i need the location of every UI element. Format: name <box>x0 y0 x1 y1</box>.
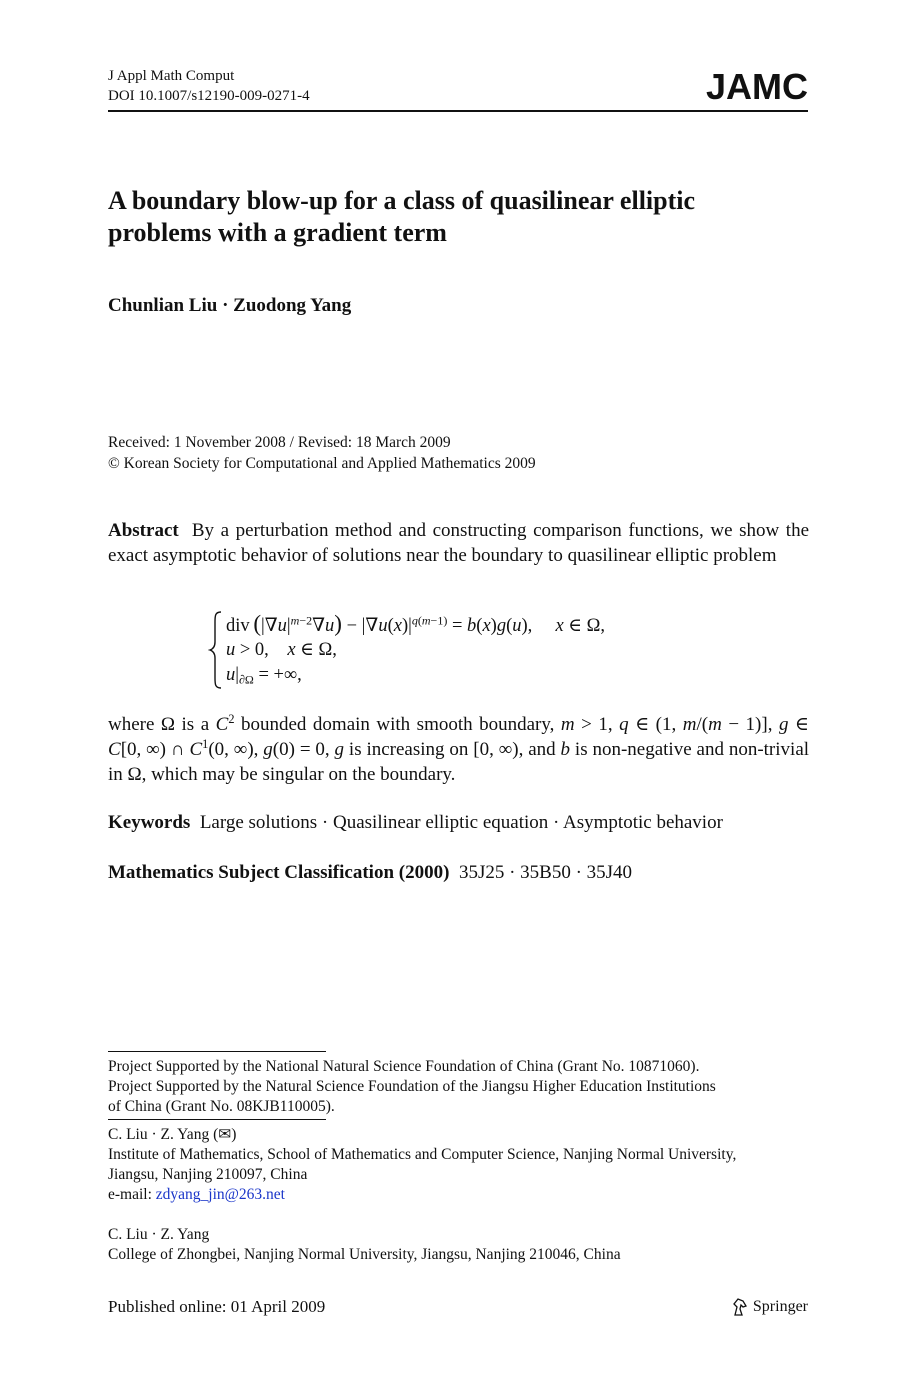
abstract <box>108 518 809 568</box>
footnote-rule <box>108 1051 326 1052</box>
affiliation-1 <box>108 1125 808 1205</box>
footnote-rule-2 <box>108 1119 326 1120</box>
published-online: Published online: 01 April 2009 <box>108 1297 326 1316</box>
received-dates: Received: 1 November 2008 / Revised: 18 March 2009 <box>108 434 451 451</box>
affiliation-2-line-1: College of Zhongbei, Nanjing Normal University, Jiangsu, Nanjing 210046, China <box>108 1246 621 1263</box>
msc-label: Mathematics Subject Classification (2000) <box>108 862 450 883</box>
email-link[interactable]: zdyang_jin@263.net <box>155 1186 285 1203</box>
abstract-conditions: where Ω is a $C^2$ bounded domain with smooth boundary, m > 1, q ∈ (1, m/(m − 1)], g ∈ C[0, ∞) ∩ $C^1(0$, ∞), g(0) = 0, g is increasing on [0, ∞), and b is non-negative and non-trivial in Ω, which may be singular on the boundary. <box>108 712 810 785</box>
equation-line-2: u > 0, x ∈ Ω, <box>226 640 337 660</box>
affiliation-1-line-1: Institute of Mathematics, School of Mathematics and Computer Science, Nanjing Normal University, <box>108 1146 737 1163</box>
abstract-label: Abstract <box>108 520 179 541</box>
email-line <box>108 1185 808 1205</box>
affiliation-1-names: C. Liu · Z. Yang (✉) <box>108 1126 237 1143</box>
header-rule <box>108 110 808 112</box>
journal-header <box>108 66 310 106</box>
footnote-grants <box>108 1057 808 1117</box>
paper-title <box>108 185 808 249</box>
keywords-text: Large solutions · Quasilinear elliptic equation · Asymptotic behavior <box>199 812 723 833</box>
copyright: © Korean Society for Computational and Applied Mathematics 2009 <box>108 454 536 472</box>
doi: DOI 10.1007/s12190-009-0271-4 <box>108 88 310 104</box>
grant-2-line-1: Project Supported by the Natural Science Foundation of the Jiangsu Higher Education Institutions <box>108 1078 716 1095</box>
msc <box>108 862 632 884</box>
publisher-name: Springer <box>752 1298 808 1315</box>
journal-logo: JAMC <box>705 66 808 107</box>
keywords-label: Keywords <box>108 812 191 833</box>
equation-system <box>208 610 728 690</box>
msc-codes: 35J25 · 35B50 · 35J40 <box>458 862 633 883</box>
title-line-1: A boundary blow-up for a class of quasilinear elliptic <box>108 186 696 215</box>
authors: Chunlian Liu · Zuodong Yang <box>108 295 352 316</box>
affiliation-2-names: C. Liu · Z. Yang <box>108 1226 210 1243</box>
publisher-mark <box>731 1297 808 1317</box>
left-brace-icon <box>208 610 224 690</box>
grant-2-line-2: of China (Grant No. 08KJB110005). <box>108 1098 335 1115</box>
affiliation-1-line-2: Jiangsu, Nanjing 210097, China <box>108 1166 308 1183</box>
abstract-text: By a perturbation method and constructing comparison functions, we show the exact asymptotic behavior of solutions near the boundary to quasilinear elliptic problem <box>108 520 810 566</box>
equation-line-1: div $(|\nabla u|^{m-2}\nabla u) - |\nabla u(x)|^{q(m-1)} = b(x)g(u)$, x ∈ Ω, <box>226 611 605 637</box>
keywords <box>108 812 723 834</box>
email-label: e-mail: <box>108 1186 156 1203</box>
affiliation-2 <box>108 1225 808 1265</box>
journal-name: J Appl Math Comput <box>108 68 235 84</box>
dates-block <box>108 433 536 474</box>
envelope-icon: ✉ <box>218 1126 232 1143</box>
grant-1: Project Supported by the National Natural Science Foundation of China (Grant No. 10871060). <box>108 1058 700 1075</box>
equation-line-3: $u|_{\partial\Omega}$ = +∞, <box>226 665 302 687</box>
springer-horse-icon <box>731 1297 749 1317</box>
title-line-2: problems with a gradient term <box>108 218 447 247</box>
